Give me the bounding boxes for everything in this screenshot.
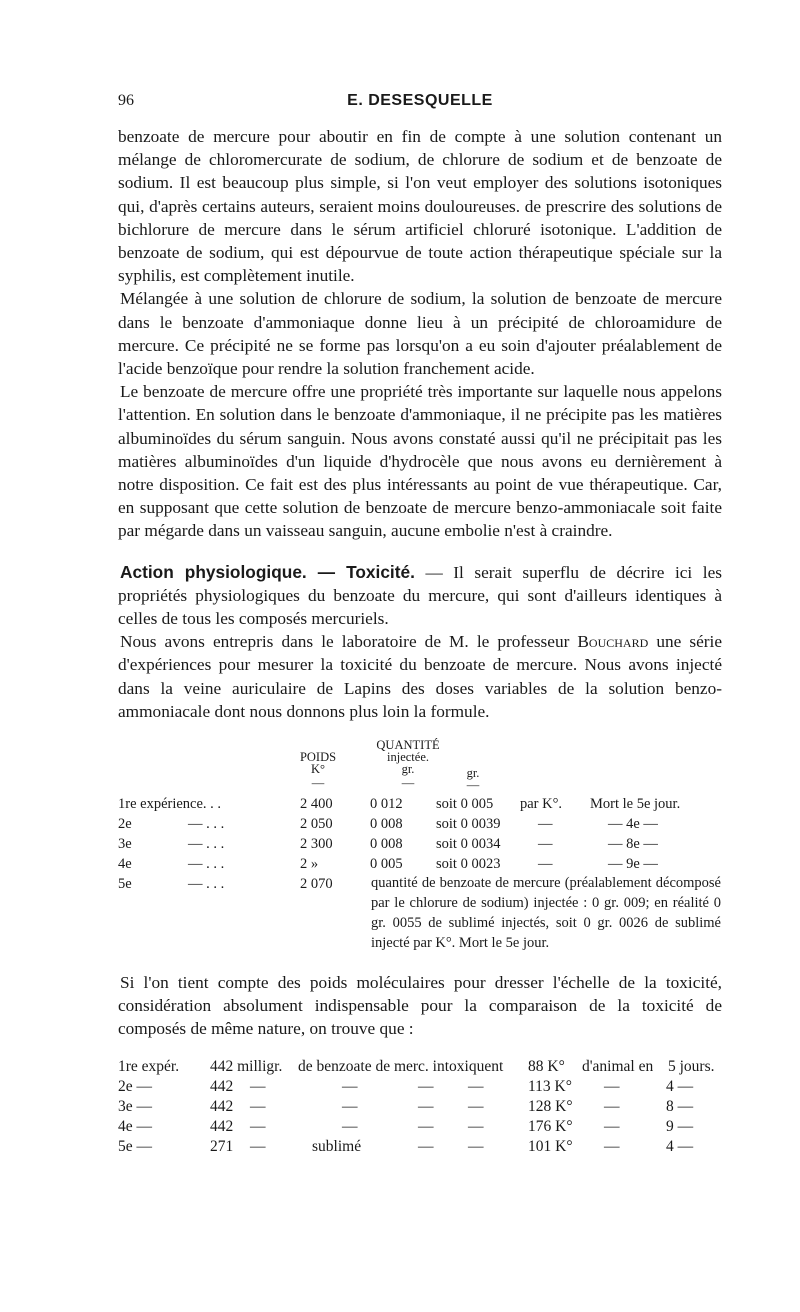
page-number: 96 <box>118 92 134 109</box>
section-paragraph <box>118 561 722 631</box>
table-row: 1re expér. 442 milligr. de benzoate de merc. intoxiquent 88 K° d'animal en 5 jours. <box>118 1057 715 1075</box>
paragraph-1: benzoate de mercure pour aboutir en fin de compte à une solution contenant un mélange de chloromercurate de sodium, de chlorure de sodium et de benzoate de sodium. Il est beaucoup plus simple, si l'on veut employer des solutions isotoniques qui, d'après certains auteurs, seraient moins douloureuses. de prescrire des solutions de bichlorure de mercure dans le sérum artificiel chloruré isotonique. L'addition de benzoate de sodium, qui est dépourvue de toute action thérapeutique spéciale sur la syphilis, est complètement inutile. <box>118 127 722 286</box>
section-text: — Il serait superflu de décrire ici les propriétés physiologiques du benzoate du mercure, qui sont d'ailleurs identiques à celles de tous les composés mercuriels. <box>118 562 722 629</box>
col-head-poids: POIDS <box>299 750 337 765</box>
unit-gr-1: gr. <box>401 762 415 777</box>
unit-ko: K° <box>310 762 326 777</box>
table-row: 2e — 442 — — — — 113 K° — 4 — <box>118 1077 694 1095</box>
col-head-injectee: injectée. <box>387 750 429 765</box>
experiment-table: QUANTITÉ injectée. POIDS K° gr. gr. — — — 1re expérience. . . 2 400 0 012 soit 0 005 par K°. Mort le 5e jour. 2e — . . . 2 050 0 008 soit 0 0039 — — 4e — 3e — . . . 2 300 0 008 soit 0 0034 — — 8e — 4e — . . . 2 » 0 005 soit 0 0023 — — 9e — 5e — . . . 2 070 quantité de benzoate de mercure (préalablement décomposé par le chlorure de sodium) injectée : 0 gr. 009; en réalité 0 gr. 0055 de sublimé injectés, soit 0 gr. 0026 de sublimé injecté par K°. Mort le 5e jour. <box>118 738 721 952</box>
unit-gr-2: gr. <box>466 766 480 781</box>
table-row: 4e — . . . 2 » 0 005 soit 0 0023 — — 9e — <box>118 856 658 873</box>
table-row: 3e — . . . 2 300 0 008 soit 0 0034 — — 8e — <box>118 836 658 853</box>
author-name: Bouchard <box>577 632 649 652</box>
col-head-quantite: QUANTITÉ <box>376 738 440 753</box>
table-row: 5e — . . . 2 070 <box>118 876 333 893</box>
toxicity-table <box>118 1049 722 1159</box>
paragraph-3: Le benzoate de mercure offre une propriété très importante sur laquelle nous appelons l'attention. En solution dans le benzoate d'ammoniaque, il ne précipite pas les matières albuminoïdes du sérum sanguin. Nous avons constaté aussi qu'il ne précipitait pas les matières albuminoïdes d'un liquide d'hydrocèle que nous avons eu dernièrement à notre disposition. Ce fait est des plus intéressants au point de vue thérapeutique. Car, en supposant que cette solution de benzoate de mercure benzo-ammoniacale soit faite par mégarde dans un vaisseau sanguin, aucune embolie n'est à craindre. <box>118 382 722 541</box>
section-title: Action physiologique. — Toxicité. <box>120 561 415 582</box>
table-row: 3e — 442 — — — — 128 K° — 8 — <box>118 1097 694 1115</box>
running-head: E. DESESQUELLE <box>347 92 493 109</box>
table-note: quantité de benzoate de mercure (préalablement décomposé par le chlorure de sodium) injectée : 0 gr. 009; en réalité 0 gr. 0055 de sublimé injectés, soit 0 gr. 0026 de sublimé injecté par K°. Mort le 5e jour. <box>371 875 721 952</box>
paragraph-bouchard: Nous avons entrepris dans le laboratoire de M. le professeur Bouchard une série d'expériences pour mesurer la toxicité du benzoate de mercure. Nous avons injecté dans la veine auriculaire de Lapins des doses variables de la solution benzo-ammoniacale dont nous donnons plus loin la formule. <box>118 632 722 721</box>
table-row: 2e — . . . 2 050 0 008 soit 0 0039 — — 4e — <box>118 816 658 833</box>
page-header <box>118 92 722 116</box>
page-body <box>118 125 722 1159</box>
paragraph-2: Mélangée à une solution de chlorure de sodium, la solution de benzoate de mercure dans le benzoate d'ammoniaque donne lieu à un précipité de chloroamidure de mercure. Ce précipité ne se forme pas lorsqu'on a eu soin d'ajouter préalablement de l'acide benzoïque pour rendre la solution franchement acide. <box>118 289 722 379</box>
table-row: 5e — 271 — sublimé — — 101 K° — 4 — <box>118 1137 694 1155</box>
paragraph-toxicite: Si l'on tient compte des poids moléculaires pour dresser l'échelle de la toxicité, considération absolument indispensable pour la comparaison de la toxicité de composés de même nature, on trouve que : <box>118 973 722 1039</box>
table-row: 1re expérience. . . 2 400 0 012 soit 0 005 par K°. Mort le 5e jour. <box>118 796 681 813</box>
table-row: 4e — 442 — — — — 176 K° — 9 — <box>118 1117 694 1135</box>
